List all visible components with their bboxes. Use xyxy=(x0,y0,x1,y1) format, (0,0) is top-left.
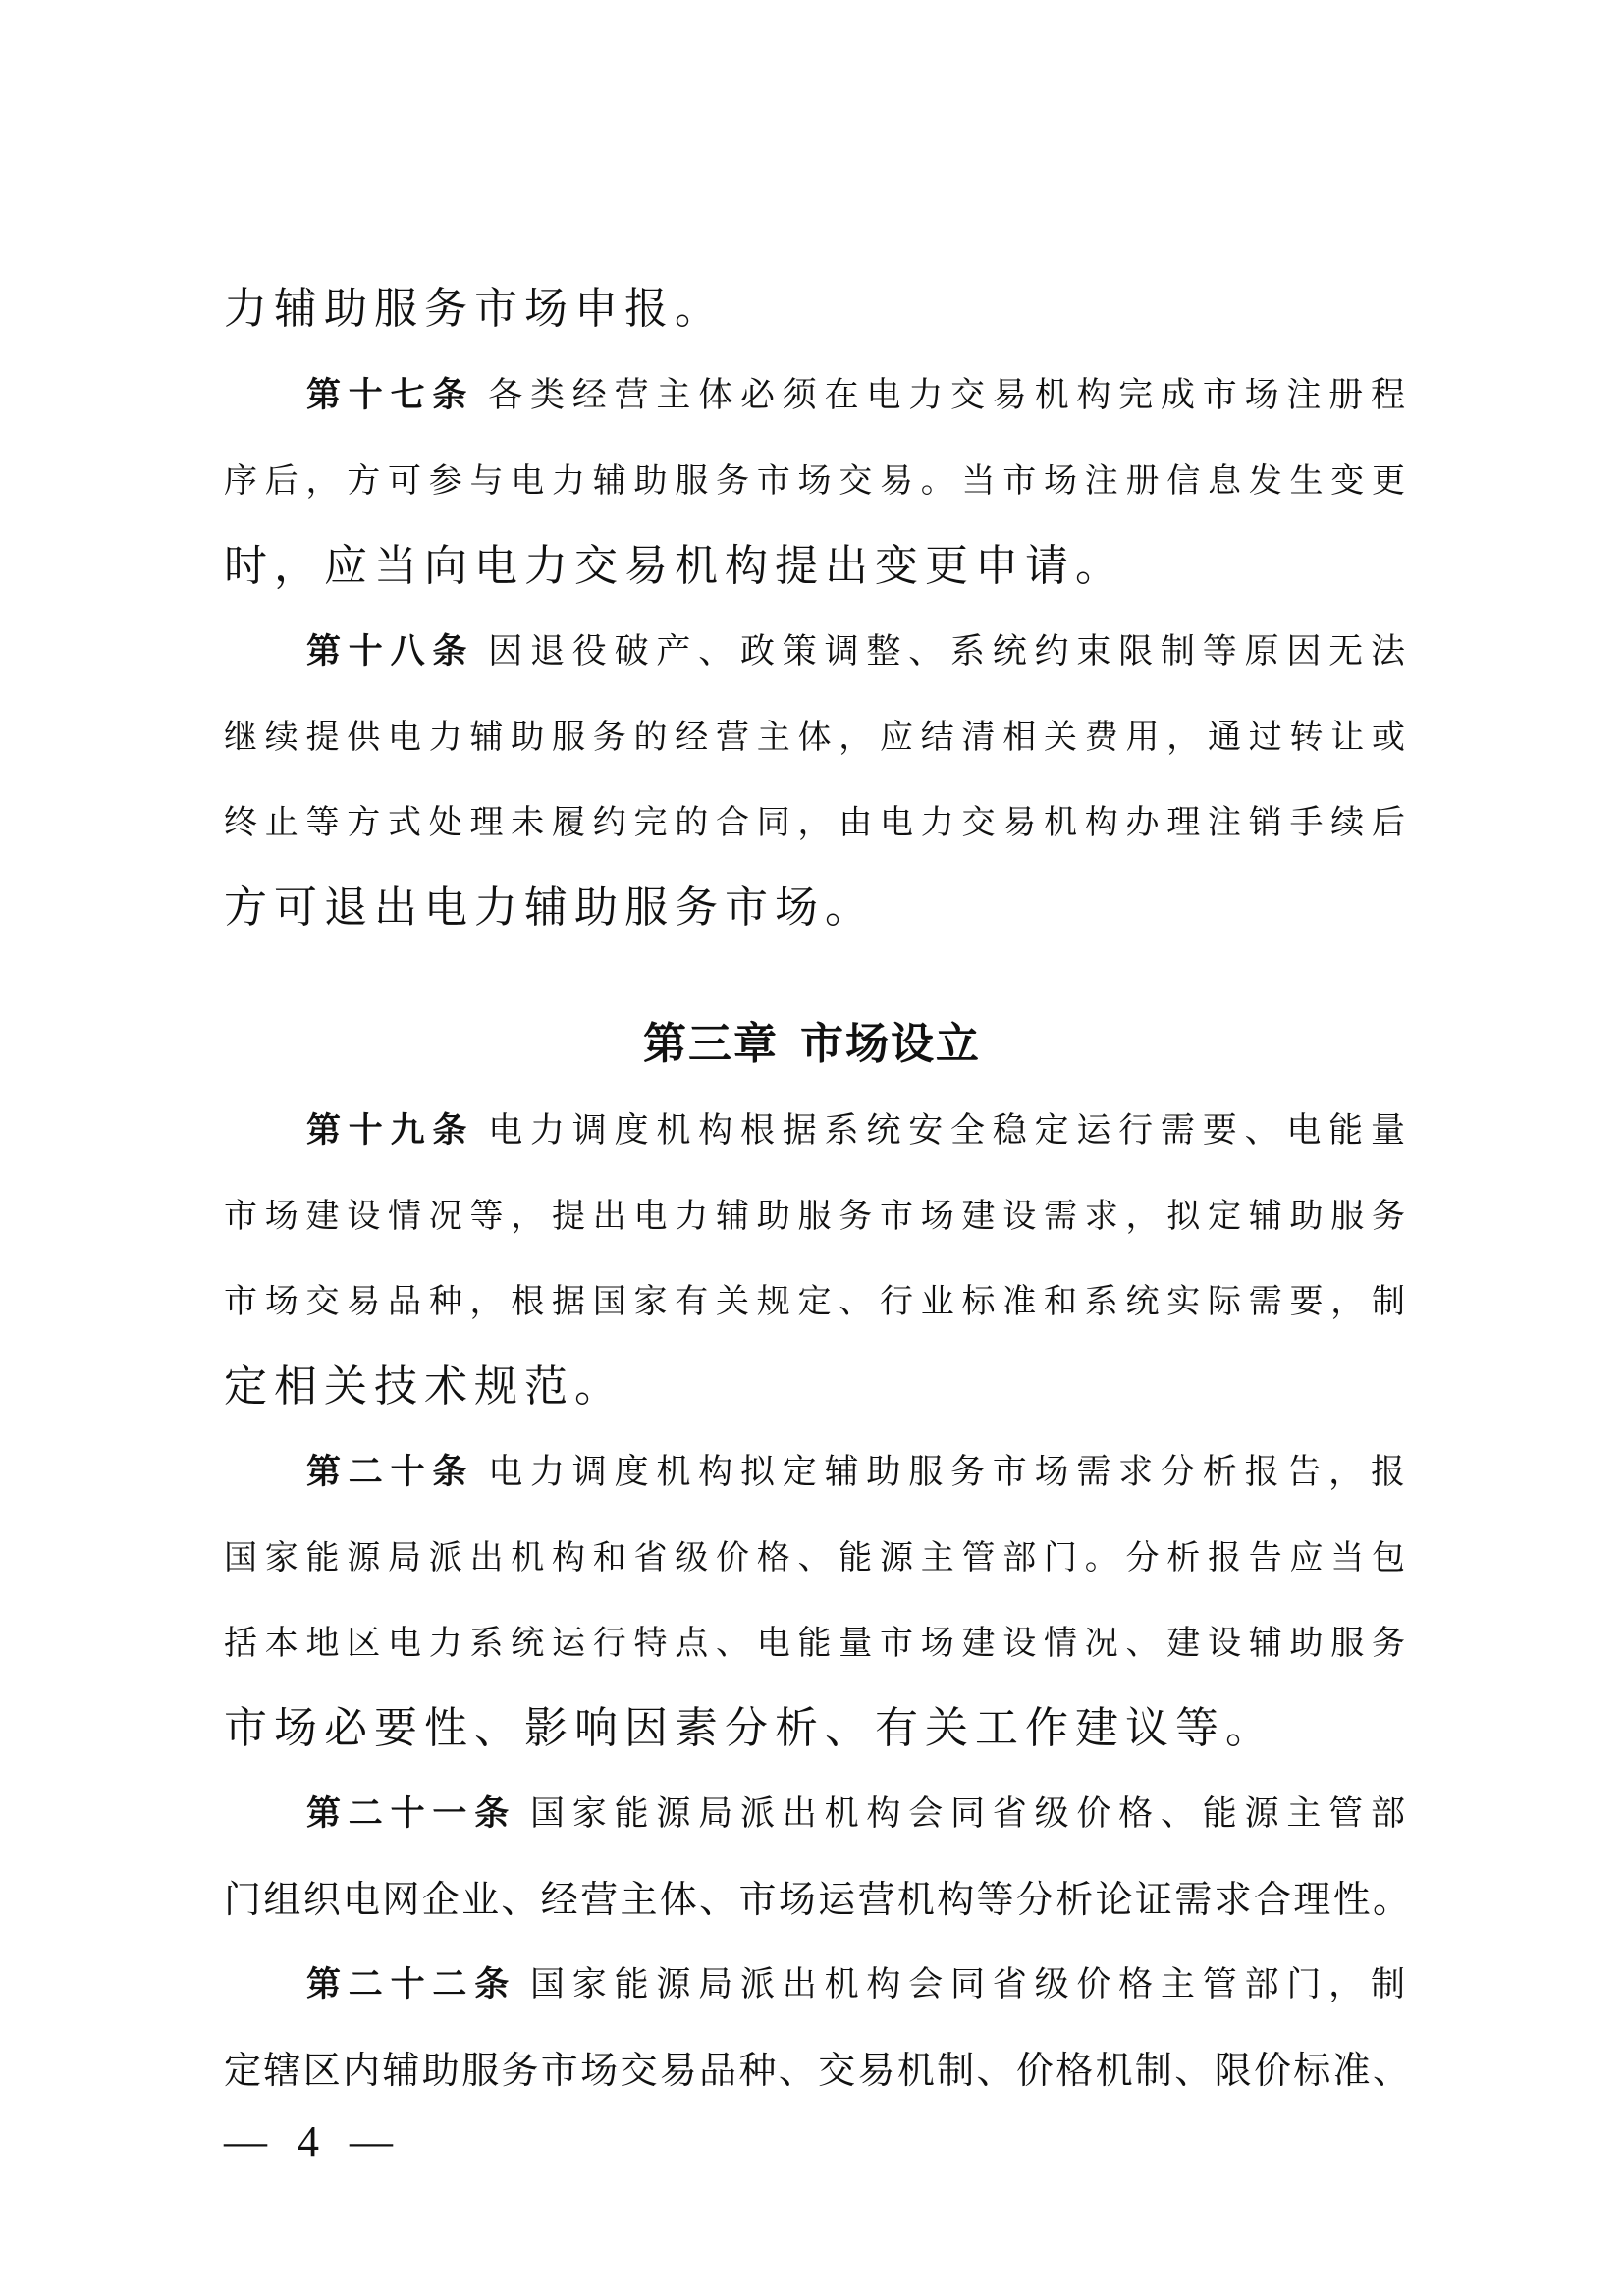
article-label: 第二十一条 xyxy=(306,1794,516,1834)
article-19-line: 定相关技术规范。 xyxy=(224,1362,624,1412)
article-22-line: 定辖区内辅助服务市场交易品种、交易机制、价格机制、限价标准、 xyxy=(224,2049,1412,2092)
article-19-line: 市场建设情况等，提出电力辅助服务市场建设需求，拟定辅助服务 xyxy=(224,1197,1412,1236)
article-20-line: 国家能源局派出机构和省级价格、能源主管部门。分析报告应当包 xyxy=(224,1538,1412,1577)
article-18 xyxy=(306,622,1412,681)
article-label: 第二十条 xyxy=(306,1453,475,1492)
chapter-title: 市场设立 xyxy=(800,1019,981,1069)
continuation-line: 力辅助服务市场申报。 xyxy=(224,284,725,334)
article-19 xyxy=(306,1101,1412,1160)
article-18-line: 方可退出电力辅助服务市场。 xyxy=(224,882,875,933)
article-20-line: 市场必要性、影响因素分析、有关工作建议等。 xyxy=(224,1703,1275,1753)
chapter-heading xyxy=(0,1015,1624,1074)
article-text: 国家能源局派出机构会同省级价格、能源主管部 xyxy=(530,1794,1412,1834)
page-footer xyxy=(224,2112,393,2171)
article-20-line: 括本地区电力系统运行特点、电能量市场建设情况、建设辅助服务 xyxy=(224,1624,1412,1663)
article-17 xyxy=(306,366,1412,425)
article-21-line: 门组织电网企业、经营主体、市场运营机构等分析论证需求合理性。 xyxy=(224,1878,1412,1921)
article-20 xyxy=(306,1443,1412,1502)
article-18-line: 继续提供电力辅助服务的经营主体，应结清相关费用，通过转让或 xyxy=(224,718,1412,757)
article-text: 电力调度机构拟定辅助服务市场需求分析报告，报 xyxy=(488,1453,1412,1492)
article-17-line: 时，应当向电力交易机构提出变更申请。 xyxy=(224,541,1125,591)
article-text: 国家能源局派出机构会同省级价格主管部门，制 xyxy=(530,1965,1412,2004)
article-18-line: 终止等方式处理未履约完的合同，由电力交易机构办理注销手续后 xyxy=(224,803,1412,842)
article-22 xyxy=(306,1955,1412,2014)
article-label: 第二十二条 xyxy=(306,1965,516,2004)
dash-left: — xyxy=(224,2117,267,2165)
article-19-line: 市场交易品种，根据国家有关规定、行业标准和系统实际需要，制 xyxy=(224,1282,1412,1321)
article-17-line: 序后，方可参与电力辅助服务市场交易。当市场注册信息发生变更 xyxy=(224,461,1412,501)
article-label: 第十九条 xyxy=(306,1111,475,1150)
article-text: 各类经营主体必须在电力交易机构完成市场注册程 xyxy=(488,376,1412,415)
page-number: 4 xyxy=(298,2117,319,2165)
article-label: 第十八条 xyxy=(306,632,475,671)
article-text: 因退役破产、政策调整、系统约束限制等原因无法 xyxy=(488,632,1412,671)
dash-right: — xyxy=(350,2117,393,2165)
article-label: 第十七条 xyxy=(306,376,475,415)
article-21 xyxy=(306,1785,1412,1843)
article-text: 电力调度机构根据系统安全稳定运行需要、电能量 xyxy=(488,1111,1412,1150)
chapter-number: 第三章 xyxy=(643,1019,779,1069)
